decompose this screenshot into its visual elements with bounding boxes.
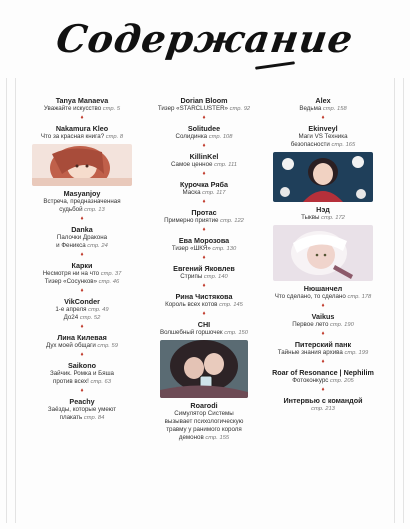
entry-author: Лина Килевая: [57, 333, 107, 342]
toc-entry[interactable]: [140, 124, 268, 141]
entry-page-ref: стр. 165: [329, 142, 356, 148]
entry-work-title: Заёзды, которые умеют: [47, 406, 117, 413]
entry-page-ref: стр. 92: [227, 106, 251, 112]
toc-entry[interactable]: [140, 401, 268, 442]
toc-entry[interactable]: [259, 284, 387, 301]
entry-extra-work: До24 стр. 52: [63, 314, 101, 321]
entry-work-title: Симулятор Системы: [174, 410, 234, 417]
toc-entry[interactable]: [259, 124, 387, 149]
separator-diamond: ♦: [321, 359, 325, 365]
toc-entry[interactable]: [259, 312, 387, 329]
entry-page-ref: стр. 59: [95, 343, 118, 349]
entry-page-ref: стр. 172: [319, 215, 345, 221]
entry-work-title: Несмотря ни на что стр. 37: [42, 270, 122, 277]
right-page-border: [394, 78, 404, 523]
toc-entry[interactable]: [140, 264, 268, 281]
entry-work-title: Маги VS Техника: [298, 133, 348, 140]
entry-work-title: вызывает психологическую: [164, 418, 244, 425]
entry-page-ref: стр. 46: [97, 279, 120, 285]
separator-diamond: ♦: [321, 303, 325, 309]
entry-author: Нюшанчел: [303, 284, 343, 293]
entry-page-ref: стр. 84: [82, 415, 105, 421]
entry-author: Dorian Bloom: [180, 96, 228, 105]
separator-diamond: ♦: [202, 283, 206, 289]
separator-diamond: ♦: [202, 199, 206, 205]
entry-author: Протас: [191, 208, 217, 217]
separator-diamond: ♦: [80, 115, 84, 121]
separator-diamond: ♦: [202, 255, 206, 261]
toc-entry[interactable]: [259, 340, 387, 357]
entry-author: Solitudee: [187, 124, 221, 133]
entry-work-title: Фотоконкурс стр. 205: [292, 377, 354, 384]
entry-work-title: Тизер «STARCLUSTER» стр. 92: [157, 105, 251, 112]
entry-work-title: Примерно приятие стр. 122: [164, 217, 244, 224]
entry-work-title: Дух моей общаги стр. 59: [46, 342, 118, 349]
illustration-white-hair: [273, 225, 373, 281]
entry-page-ref: стр. 13: [82, 207, 105, 213]
title-swash-decoration: [255, 61, 295, 70]
entry-page-ref: стр. 130: [210, 246, 237, 252]
entry-work-title: Уважайте искусство стр. 5: [43, 105, 121, 112]
toc-entry[interactable]: [259, 368, 387, 385]
entry-work-title: Волшебный горшочек стр. 150: [160, 329, 248, 336]
entry-author: Vaikus: [311, 312, 335, 321]
entry-author: Masyanjoy: [63, 189, 101, 198]
entry-work-title: Что сделано, то сделано стр. 178: [274, 293, 372, 300]
entry-work-title: Что за красная книга? стр. 8: [40, 133, 124, 140]
separator-diamond: ♦: [80, 388, 84, 394]
contents-column-2: [140, 96, 268, 442]
entry-work-title: Палочки Дракона: [56, 234, 108, 241]
toc-entry[interactable]: [140, 208, 268, 225]
toc-entry[interactable]: [259, 396, 387, 413]
separator-diamond: ♦: [202, 171, 206, 177]
entry-work-title: Тизер «ШКЯ» стр. 130: [171, 245, 237, 252]
toc-entry[interactable]: [140, 96, 268, 113]
entry-page-ref: стр. 5: [101, 106, 121, 112]
toc-entry[interactable]: [18, 297, 146, 322]
entry-author: Ева Морозова: [178, 236, 230, 245]
entry-page-ref: стр. 150: [222, 330, 248, 336]
entry-author: Saikono: [68, 361, 96, 370]
entry-work-title: демонов стр. 155: [178, 434, 230, 441]
toc-entry[interactable]: [140, 236, 268, 253]
separator-diamond: ♦: [321, 387, 325, 393]
toc-entry[interactable]: [18, 225, 146, 250]
illustration-red-hair-girl: [32, 144, 132, 186]
toc-entry[interactable]: [259, 205, 387, 222]
entry-work-title: и Феникса стр. 24: [56, 242, 108, 249]
toc-entry[interactable]: [140, 152, 268, 169]
toc-entry[interactable]: [140, 180, 268, 197]
entry-author: Питерский панк: [294, 340, 352, 349]
entry-work-title: против всех! стр. 63: [53, 378, 111, 385]
page-title: Содержание: [53, 16, 357, 61]
entry-page-ref: стр. 108: [207, 134, 233, 140]
entry-author: Danka: [71, 225, 93, 234]
entry-work-title: Встреча, предназначенная: [43, 198, 121, 205]
separator-diamond: ♦: [80, 324, 84, 330]
entry-author: Nakamura Kleo: [55, 124, 109, 133]
entry-extra-work: Тизер «Сосунков» стр. 46: [44, 278, 120, 285]
contents-column-1: [18, 96, 146, 422]
entry-work-title: Солидинка стр. 108: [175, 133, 233, 140]
separator-diamond: ♦: [80, 288, 84, 294]
entry-author: VikConder: [64, 297, 100, 306]
entry-author: Ekinveyl: [308, 124, 338, 133]
separator-diamond: ♦: [202, 311, 206, 317]
entry-author: Карки: [71, 261, 93, 270]
entry-work-title: Маска стр. 117: [182, 189, 226, 196]
entry-work-title: Самое ценное стр. 111: [171, 161, 237, 168]
left-page-border: [6, 78, 16, 523]
separator-diamond: ♦: [80, 252, 84, 258]
toc-entry[interactable]: [18, 189, 146, 214]
entry-author: Евгений Яковлев: [173, 264, 235, 273]
entry-work-title: Тыквы стр. 172: [301, 214, 345, 221]
entry-page-ref: стр. 24: [85, 243, 108, 249]
entry-author: CHI: [197, 320, 211, 329]
entry-work-title: травму у ранимого короля: [166, 426, 242, 433]
separator-diamond: ♦: [321, 331, 325, 337]
entry-page-ref: стр. 8: [104, 134, 124, 140]
toc-entry[interactable]: [18, 261, 146, 286]
entry-work-title: плакать стр. 84: [59, 414, 105, 421]
entry-page-ref: стр. 205: [328, 378, 354, 384]
entry-work-title: Первое лето стр. 190: [292, 321, 354, 328]
toc-entry[interactable]: [140, 320, 268, 337]
entry-author: Рина Чистякова: [175, 292, 233, 301]
toc-entry[interactable]: [18, 333, 146, 350]
entry-author: KillinKel: [189, 152, 219, 161]
entry-work-title: Зайчик. Ромка и Бяша: [49, 370, 114, 377]
entry-page-ref: стр. 190: [328, 322, 354, 328]
entry-author: Tanya Manaeva: [55, 96, 109, 105]
entry-page-ref: стр. 213: [311, 406, 335, 412]
entry-page-ref: стр. 155: [203, 435, 230, 441]
entry-author: Курочка Ряба: [180, 180, 228, 189]
entry-author: Roarodi: [190, 401, 218, 410]
separator-diamond: ♦: [202, 143, 206, 149]
entry-work-title: судьбой стр. 13: [59, 206, 105, 213]
entry-work-title: 1-е апреля стр. 49: [55, 306, 109, 313]
entry-page-ref: стр. 122: [218, 218, 244, 224]
entry-author: Нэд: [316, 205, 330, 214]
entry-work-title: Король всех котов стр. 145: [165, 301, 243, 308]
entry-author: Alex: [315, 96, 331, 105]
entry-page-ref: стр. 37: [99, 271, 122, 277]
entry-page-ref: стр. 49: [86, 307, 109, 313]
entry-work-title: Тайные знания архива стр. 199: [277, 349, 369, 356]
entry-author: Peachy: [69, 397, 95, 406]
toc-entry[interactable]: [18, 361, 146, 386]
entry-page-ref: стр. 158: [321, 106, 347, 112]
illustration-flower-girl: [273, 152, 373, 202]
entry-page-ref: стр. 52: [78, 315, 101, 321]
entry-page-ref: стр. 199: [342, 350, 369, 356]
toc-entry[interactable]: [259, 96, 387, 113]
entry-page-ref: стр. 63: [88, 379, 111, 385]
toc-entry[interactable]: [140, 292, 268, 309]
separator-diamond: ♦: [321, 115, 325, 121]
entry-page-ref: стр. 140: [202, 274, 228, 280]
entry-page-ref: стр. 111: [212, 162, 237, 168]
toc-entry[interactable]: [18, 124, 146, 141]
entry-work-title: безопасности стр. 165: [290, 141, 356, 148]
entry-author: Интервью с командой: [283, 396, 363, 405]
entry-work-title: Ведьма стр. 158: [299, 105, 347, 112]
entry-page-ref: стр. 145: [217, 302, 243, 308]
toc-entry[interactable]: [18, 96, 146, 113]
illustration-phone-couple: [160, 340, 248, 398]
entry-author: Roar of Resonance | Nephilim: [272, 368, 374, 377]
separator-diamond: ♦: [80, 352, 84, 358]
entry-page-ref: стр. 178: [345, 294, 372, 300]
entry-work-title: Стрипы стр. 140: [180, 273, 228, 280]
entry-page-ref: стр. 117: [200, 190, 226, 196]
separator-diamond: ♦: [80, 216, 84, 222]
toc-entry[interactable]: [18, 397, 146, 422]
contents-column-3: [259, 96, 387, 413]
separator-diamond: ♦: [202, 227, 206, 233]
separator-diamond: ♦: [202, 115, 206, 121]
